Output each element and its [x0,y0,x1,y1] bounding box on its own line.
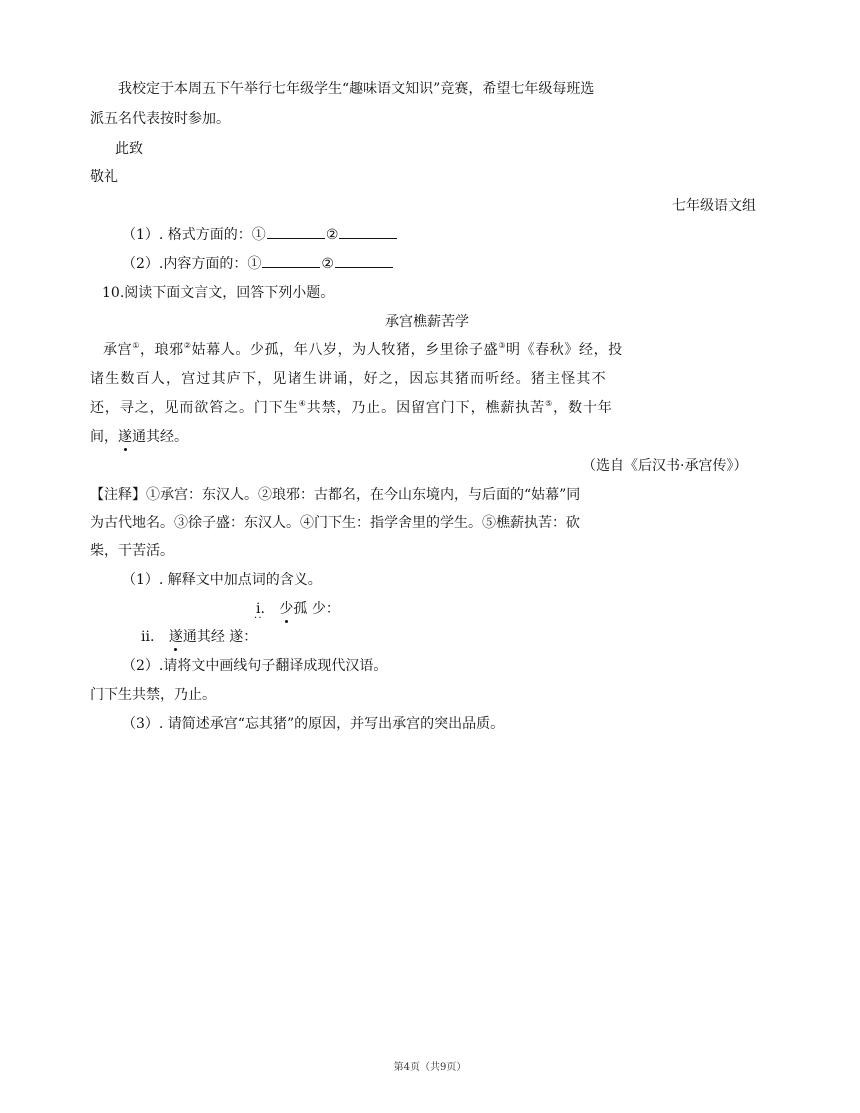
answer-blank[interactable] [339,226,397,239]
footnote-marker: ④ [298,399,307,408]
footnote-marker: ③ [498,341,506,350]
passage-line-1 [103,341,623,359]
q10-sub3: （3）. 请简述承宫“忘其猪”的原因，并写出承宫的突出品质。 [122,716,505,732]
q9-part2 [122,255,394,273]
item-number: i. · · [256,600,265,618]
notice-cizhi: 此致 [115,141,143,157]
footnote-marker: ② [183,341,192,350]
item-text: 通其经 遂： [182,629,258,645]
passage-line-2: 诸生数百人，宫过其庐下，见诸生讲诵，好之，因忘其猪而听经。猪主怪其不 [90,371,607,387]
footnote-marker: ⑤ [545,399,554,408]
passage-source: （选自《后汉书·承宫传》） [582,458,748,474]
emphasized-character: 遂 [168,629,183,645]
notice-jingli: 敬礼 [90,169,118,185]
answer-blank[interactable] [262,255,320,268]
emphasized-character: 少 [279,601,294,617]
passage-text: 明《春秋》经，投 [505,342,623,358]
notice-line-1: 我校定于本周五下午举行七年级学生“趣味语文知识”竞赛，希望七年级每班选 [118,81,595,97]
passage-text: 共禁，乃止。因留宫门下，樵薪执苦 [306,400,546,416]
emphasized-character: 遂 [118,429,132,445]
q9-part2-label: （2）.内容方面的：① [122,256,262,272]
q9-part1 [122,226,398,244]
q10-sub1-ii [141,628,257,646]
passage-text: 间， [90,429,118,445]
notes-line-2: 为古代地名。③徐子盛：东汉人。④门下生：指学舍里的学生。⑤樵薪执苦：砍 [90,515,580,531]
item-number: ii. [141,629,155,645]
passage-text: 承宫 [103,342,133,358]
item-text: 孤 少： [293,601,340,617]
answer-blank[interactable] [335,255,393,268]
notice-signature: 七年级语文组 [672,198,756,214]
passage-line-4 [90,428,188,446]
q9-part2-mid: ② [321,256,334,272]
answer-blank[interactable] [267,226,325,239]
q10-sub1: （1）. 解释文中加点词的含义。 [122,572,322,588]
notes-line-3: 柴，干苦活。 [90,543,174,559]
q10-sub1-i [256,600,340,618]
q10-passage-title: 承宫樵薪苦学 [385,314,469,330]
notice-line-2: 派五名代表按时参加。 [90,111,230,127]
q10-sub2: （2）.请将文中画线句子翻译成现代汉语。 [122,658,388,674]
q10-sub2-sentence: 门下生共禁，乃止。 [90,687,216,703]
passage-text: 通其经。 [132,429,188,445]
passage-line-3 [90,399,613,417]
page-footer: 第4页（共9页） [393,1062,467,1073]
q9-part1-label: （1）. 格式方面的：① [122,227,266,243]
footnote-marker: ① [132,341,140,350]
passage-text: ，数十年 [553,400,613,416]
q9-part1-mid: ② [325,227,339,243]
q10-intro: 10.阅读下面文言文，回答下列小题。 [102,285,335,301]
passage-text: 姑幕人。少孤，年八岁，为人牧猪，乡里徐子盛 [191,342,499,358]
passage-text: 还，寻之，见而欲笞之。门下生 [90,400,299,416]
notes-line-1: 【注释】①承宫：东汉人。②琅邪：古都名，在今山东境内，与后面的“姑幕”同 [90,487,581,503]
passage-text: ，琅邪 [139,342,184,358]
